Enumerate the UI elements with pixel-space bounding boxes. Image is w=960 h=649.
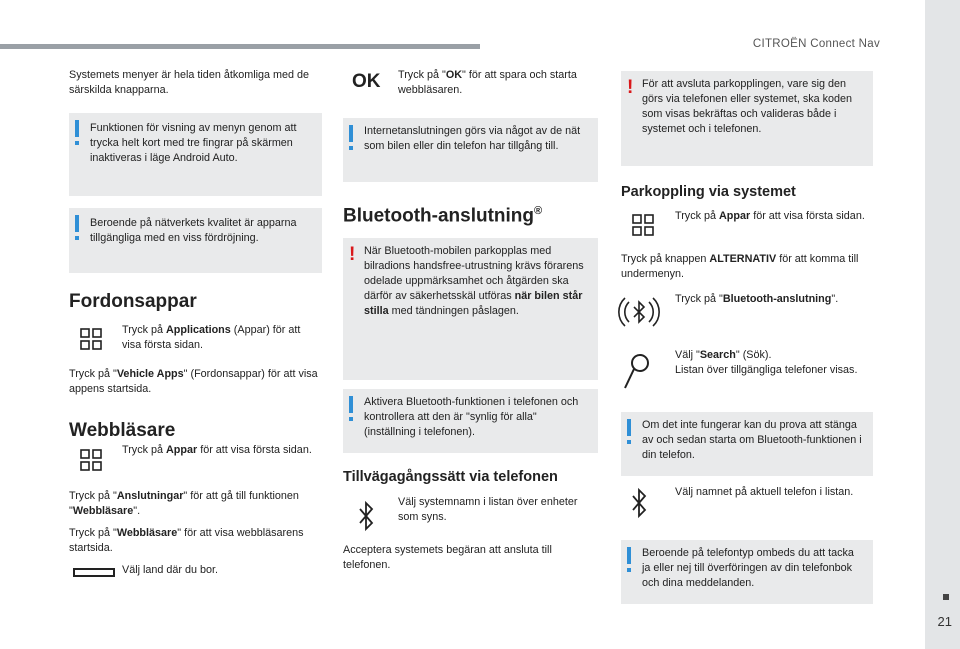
info-icon: [349, 125, 353, 142]
page-number: 21: [937, 614, 952, 629]
input-field-icon: [73, 568, 115, 577]
paragraph: Tryck på "Anslutningar" för att gå till funktionen "Webbläsare".: [69, 490, 299, 517]
paragraph: Tryck på "Webbläsare" för att visa webbläsarens startsida.: [69, 527, 304, 554]
bluetooth-icon: [358, 499, 374, 533]
info-text: Aktivera Bluetooth-funktionen i telefonen och kontrollera att den är "synlig för alla" (inställning i telefonen).: [364, 396, 579, 438]
intro-text: Systemets menyer är hela tiden åtkomliga med de särskilda knapparna.: [69, 69, 310, 96]
info-text: Beroende på telefontyp ombeds du att tacka ja eller nej till överföringen av din telefonbok och dina meddelanden.: [642, 547, 854, 589]
warning-icon: !: [627, 77, 634, 98]
warning-icon: !: [349, 244, 356, 265]
section-title-telefonen: Tillvägagångssätt via telefonen: [343, 469, 558, 485]
step-text: Tryck på Appar för att visa första sidan.: [675, 210, 865, 222]
info-box: [621, 540, 873, 604]
bluetooth-icon: [631, 486, 647, 520]
info-icon: [627, 547, 631, 564]
step-text: Tryck på "Bluetooth-anslutning".: [675, 293, 839, 305]
paragraph: Tryck på knappen ALTERNATIV för att komma till undermenyn.: [621, 253, 859, 280]
step-text: Välj land där du bor.: [122, 564, 219, 576]
side-tab: [925, 0, 960, 649]
ok-icon: OK: [352, 71, 381, 92]
step-text: Välj namnet på aktuell telefon i listan.: [675, 486, 854, 498]
info-box: [343, 389, 598, 453]
info-box: [69, 208, 322, 273]
bluetooth-signal-icon: [617, 291, 661, 335]
section-title-systemet: Parkoppling via systemet: [621, 184, 796, 200]
info-text: Om det inte fungerar kan du prova att stänga av och sedan starta om Bluetooth-funktionen i din telefon.: [642, 419, 862, 461]
info-icon: [627, 419, 631, 436]
info-box: [69, 113, 322, 196]
section-title-fordonsappar: Fordonsappar: [69, 291, 197, 312]
header-rule: [0, 44, 480, 49]
paragraph: Tryck på "Vehicle Apps" (Fordonsappar) för att visa appens startsida.: [69, 368, 318, 395]
section-title-bluetooth: Bluetooth-anslutning®: [343, 205, 543, 227]
apps-grid-icon: [632, 214, 654, 236]
info-text: Funktionen för visning av menyn genom att trycka helt kort med tre fingrar på skärmen inaktiveras i läge Android Auto.: [90, 122, 297, 164]
page-marker: [943, 594, 949, 600]
step-text: Tryck på Appar för att visa första sidan.: [122, 444, 312, 456]
header-title: CITROËN Connect Nav: [752, 38, 880, 50]
step-text: Tryck på "OK" för att spara och starta webbläsaren.: [398, 69, 577, 96]
section-title-webblasare: Webbläsare: [69, 420, 176, 441]
info-icon: [75, 120, 79, 137]
step-text: Välj systemnamn i listan över enheter som syns.: [398, 496, 578, 523]
step-text: Välj "Search" (Sök). Listan över tillgängliga telefoner visas.: [675, 349, 858, 376]
apps-grid-icon: [80, 449, 102, 471]
warning-text: För att avsluta parkopplingen, vare sig den görs via telefonen eller systemet, ska koden som visas bekräftas och valideras både i systemet och i telefonen.: [642, 78, 853, 135]
warning-box: [621, 71, 873, 166]
warning-text: När Bluetooth-mobilen parkopplas med bilradions handsfree-utrustning krävs förarens odelade uppmärksamhet och åtgärden ska därför av säkerhetsskäl utföras när bilen står stilla med tändningen påslagen.: [364, 245, 584, 317]
info-box: [621, 412, 873, 476]
info-icon: [75, 215, 79, 232]
info-text: Internetanslutningen görs via något av de nät som bilen eller din telefon har tillgång till.: [364, 125, 581, 152]
search-icon: [622, 351, 652, 391]
apps-grid-icon: [80, 328, 102, 350]
paragraph: Acceptera systemets begäran att ansluta till telefonen.: [343, 544, 552, 571]
warning-box: [343, 238, 598, 380]
info-box: [343, 118, 598, 182]
info-text: Beroende på nätverkets kvalitet är apparna tillgängliga med en viss fördröjning.: [90, 217, 297, 244]
step-text: Tryck på Applications (Appar) för att visa första sidan.: [122, 324, 301, 351]
info-icon: [349, 396, 353, 413]
